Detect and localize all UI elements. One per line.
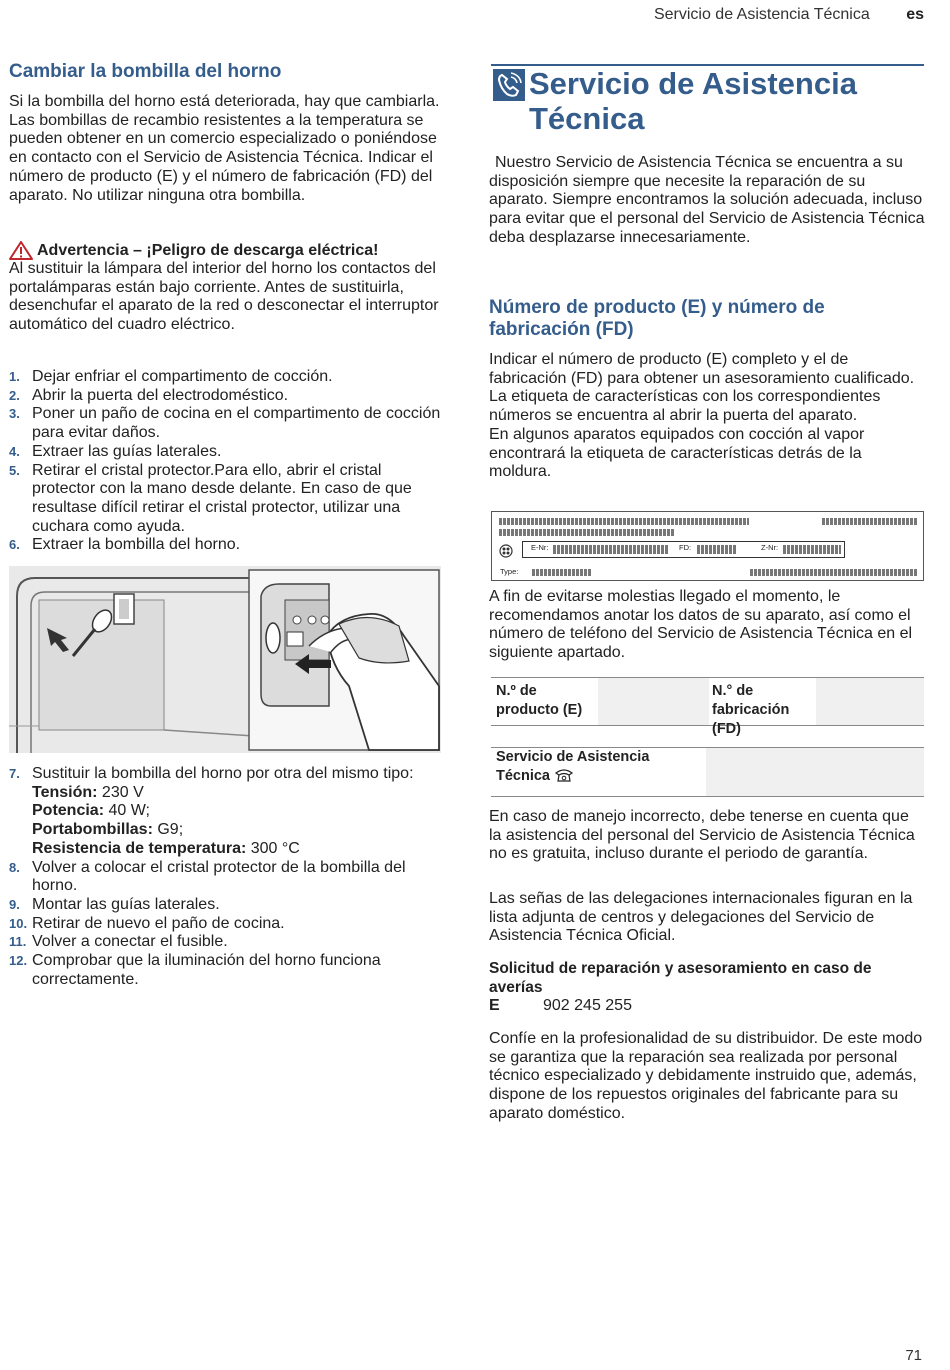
spec-label: Resistencia de temperatura: — [32, 839, 247, 857]
header-language: es — [906, 6, 924, 23]
product-data-table — [491, 677, 924, 737]
service-intro: Nuestro Servicio de Asistencia Técnica se encuentra a su disposición siempre que necesite la reparación de su aparato. Siempre encontramos la solución adecuada, incluso para evitar que el personal del Servicio de Asistencia Técnica deba desplazarse innecesariamente. — [489, 154, 925, 246]
rating-label — [491, 511, 924, 581]
phone-icon — [493, 69, 525, 101]
list-item: 11. Volver a conectar el fusible. — [9, 933, 228, 951]
repair-country: E — [489, 997, 500, 1015]
spec-label: Tensión: — [32, 783, 98, 801]
list-item: 6. Extraer la bombilla del horno. — [9, 536, 241, 554]
list-item: 4. Extraer las guías laterales. — [9, 442, 222, 460]
service-title-block — [491, 64, 924, 136]
warning-heading — [9, 241, 441, 260]
spec-value: 300 °C — [246, 839, 300, 857]
running-header — [654, 6, 924, 24]
number-box — [522, 541, 845, 558]
service-title: Servicio de Asistencia Técnica — [529, 66, 857, 136]
appliance-symbol-icon — [499, 544, 513, 558]
enr-label: E-Nr: — [531, 543, 549, 552]
product-number-text-2: En algunos aparatos equipados con cocción al vapor encontrará la etiqueta de características detrás de la moldura. — [489, 425, 865, 481]
page-number: 71 — [905, 1347, 922, 1364]
repair-phone: 902 245 255 — [543, 997, 632, 1015]
dealer-trust-text: Confíe en la profesionalidad de su distribuidor. De este modo se garantiza que la reparación sea realizada por personal técnico especializado y debidamente instruido que, además, dispone de los repuestos originales del fabricante para su aparato doméstico. — [489, 1030, 923, 1122]
znr-label: Z-Nr: — [761, 543, 779, 552]
list-item: 7. Sustituir la bombilla del horno por otra del mismo tipo: Tensión: 230 V Potencia: 40 W; Portabombillas: G9; Resistencia de temperatura: 300 °C — [9, 765, 414, 857]
spec-value: 230 V — [97, 783, 144, 801]
list-item: 3. Poner un paño de cocina en el compartimento de cocción para evitar daños. — [9, 405, 441, 442]
cost-notice: En caso de manejo incorrecto, debe tenerse en cuenta que la asistencia del personal del Servicio de Asistencia Técnica no es gratuita, incluso durante el periodo de garantía. — [489, 808, 915, 863]
list-item: 1. Dejar enfriar el compartimento de cocción. — [9, 368, 333, 385]
list-item: 5. Retirar el cristal protector.Para ello, abrir el cristal protector con la mano desde delante. En caso de que resultase difícil retirar el cristal protector, utilizar una cuchara como ayuda. — [9, 461, 412, 535]
oven-lamp-illustration — [9, 566, 441, 753]
warning-triangle-icon — [9, 241, 33, 260]
list-item: 10. Retirar de nuevo el paño de cocina. — [9, 914, 285, 932]
service-phone-label: Servicio de Asistencia Técnica — [496, 749, 650, 784]
warning-text: Al sustituir la lámpara del interior del horno los contactos del portalámparas están bajo corriente. Antes de sustituirla, desenchufar el aparato de la red o desconectar el interruptor automático del cuadro eléctrico. — [9, 260, 439, 334]
list-item: 12. Comprobar que la iluminación del horno funciona correctamente. — [9, 952, 381, 988]
list-item: 2. Abrir la puerta del electrodoméstico. — [9, 386, 289, 404]
step-seven — [9, 765, 441, 989]
product-number-text — [489, 351, 925, 482]
spec-label: Potencia: — [32, 802, 105, 820]
spec-label: Portabombillas: — [32, 821, 153, 839]
spec-value: G9; — [152, 821, 184, 839]
lamp-section-title: Cambiar la bombilla del horno — [9, 61, 282, 82]
spec-value: 40 W; — [104, 802, 150, 820]
product-number-text-1: Indicar el número de producto (E) completo y el de fabricación (FD) para obtener un asesoramiento cualificado. La etiqueta de características con los correspondientes números se encuentra al abrir la puerta del aparato. — [489, 351, 915, 425]
type-label: Type: — [500, 567, 519, 576]
lamp-intro: Si la bombilla del horno está deteriorada, hay que cambiarla. Las bombillas de recambio resistentes a la temperatura se pueden obtener en un comercio especializado o poniéndose en contacto con el Servicio de Asistencia Técnica. Indicar el número de producto (E) y el número de fabricación (FD) del aparato. No utilizar ninguna otra bombilla. — [9, 93, 440, 204]
telephone-icon — [554, 768, 574, 782]
list-item: 9. Montar las guías laterales. — [9, 895, 220, 913]
product-number-label: N.º de producto (E) — [496, 683, 583, 718]
repair-request-block — [489, 960, 925, 1016]
steps-list-7 — [9, 765, 441, 859]
repair-request-title: Solicitud de reparación y asesoramiento en caso de averías — [489, 960, 872, 996]
list-item: 8. Volver a colocar el cristal protector de la bombilla del horno. — [9, 858, 406, 895]
warning-title: Advertencia – ¡Peligro de descarga eléctrica! — [37, 241, 379, 259]
steps-list-a — [9, 368, 441, 555]
steps-list-b — [9, 859, 441, 990]
international-notice: Las señas de las delegaciones internacionales figuran en la lista adjunta de centros y delegaciones del Servicio de Asistencia Técnica Oficial. — [489, 890, 913, 945]
service-phone-table — [491, 747, 924, 797]
note-text: A fin de evitarse molestias llegado el momento, le recomendamos anotar los datos de su aparato, así como el número de teléfono del Servicio de Asistencia Técnica en el siguiente apartado. — [489, 588, 913, 662]
warning-block — [9, 241, 441, 335]
fabrication-number-label: N.° de fabricación (FD) — [712, 683, 790, 737]
header-section: Servicio de Asistencia Técnica — [653, 6, 870, 23]
product-number-title: Número de producto (E) y número de fabricación (FD) — [489, 297, 825, 340]
fd-label: FD: — [679, 543, 692, 552]
